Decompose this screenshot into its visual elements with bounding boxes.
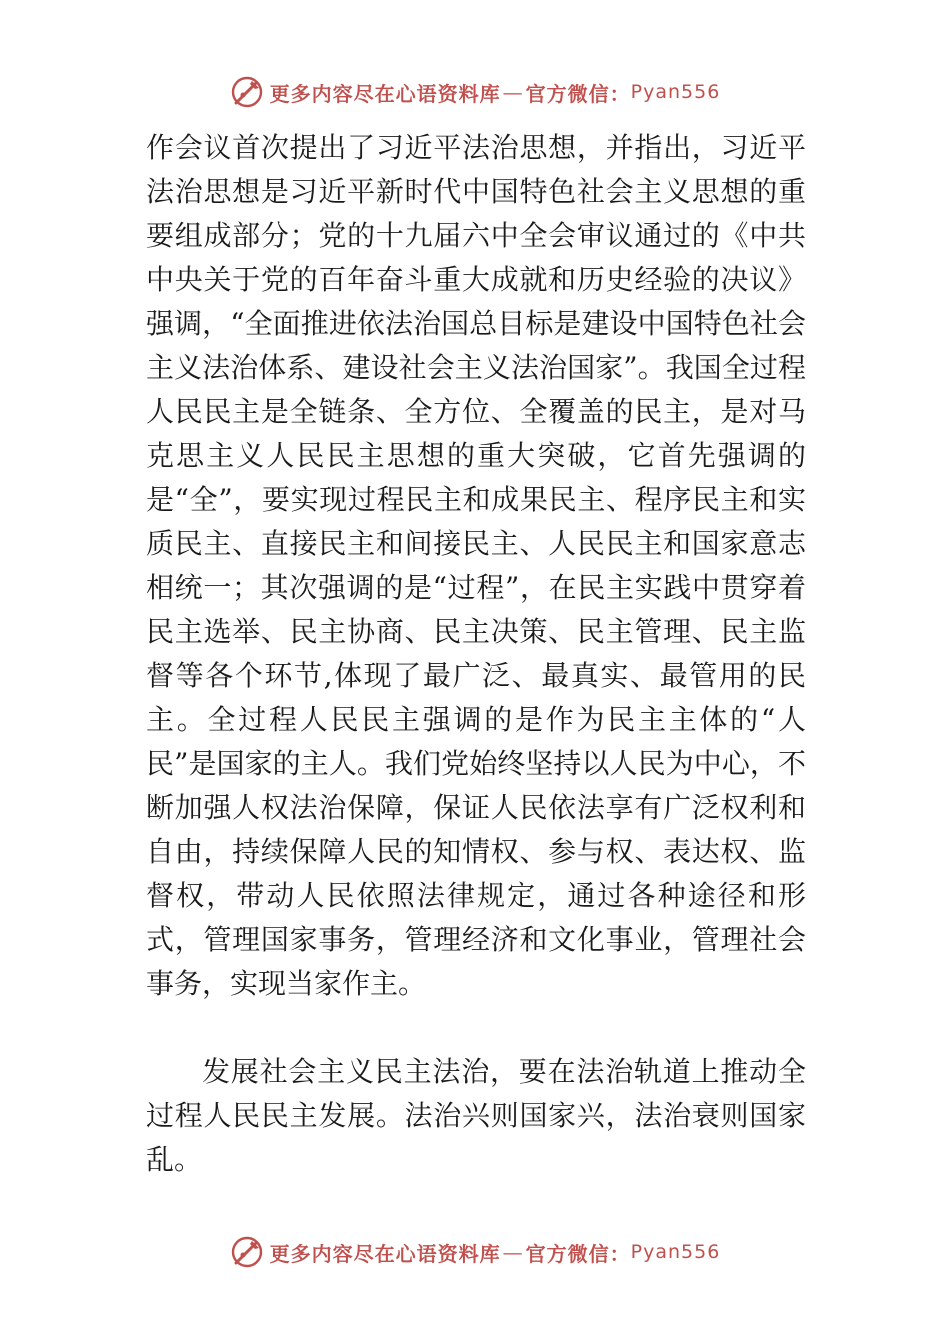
pen-circle-logo-icon	[230, 75, 264, 109]
paragraph-2: 发展社会主义民主法治，要在法治轨道上推动全过程人民民主发展。法治兴则国家兴，法治衰则国家乱。	[146, 1055, 806, 1176]
header-watermark	[0, 70, 950, 114]
watermark-account-label: 官方微信：	[525, 81, 631, 106]
watermark-main-text: 更多内容尽在心语资料库	[269, 1241, 501, 1266]
pen-circle-logo-icon	[230, 1235, 264, 1269]
watermark-separator: —	[502, 1240, 524, 1264]
document-body	[146, 126, 806, 1182]
watermark-main-text: 更多内容尽在心语资料库	[269, 81, 501, 106]
watermark-account-label: 官方微信：	[525, 1241, 631, 1266]
paragraph-1: 作会议首次提出了习近平法治思想，并指出，习近平法治思想是习近平新时代中国特色社会主义思想的重要组成部分；党的十九届六中全会审议通过的《中共中央关于党的百年奋斗重大成就和历史经验的决议》强调，“全面推进依法治国总目标是建设中国特色社会主义法治体系、建设社会主义法治国家”。我国全过程人民民主是全链条、全方位、全覆盖的民主，是对马克思主义人民民主思想的重大突破，它首先强调的是“全”，要实现过程民主和成果民主、程序民主和实质民主、直接民主和间接民主、人民民主和国家意志相统一；其次强调的是“过程”，在民主实践中贯穿着民主选举、民主协商、民主决策、民主管理、民主监督等各个环节,体现了最广泛、最真实、最管用的民主。全过程人民民主强调的是作为民主主体的“人民”是国家的主人。我们党始终坚持以人民为中心，不断加强人权法治保障，保证人民依法享有广泛权利和自由，持续保障人民的知情权、参与权、表达权、监督权，带动人民依照法律规定，通过各种途径和形式，管理国家事务，管理经济和文化事业，管理社会事务，实现当家作主。	[146, 131, 806, 1000]
watermark-account-id: Pyan556	[630, 81, 721, 103]
watermark-account-id: Pyan556	[630, 1241, 721, 1263]
footer-watermark	[0, 1230, 950, 1274]
watermark-separator: —	[502, 80, 524, 104]
